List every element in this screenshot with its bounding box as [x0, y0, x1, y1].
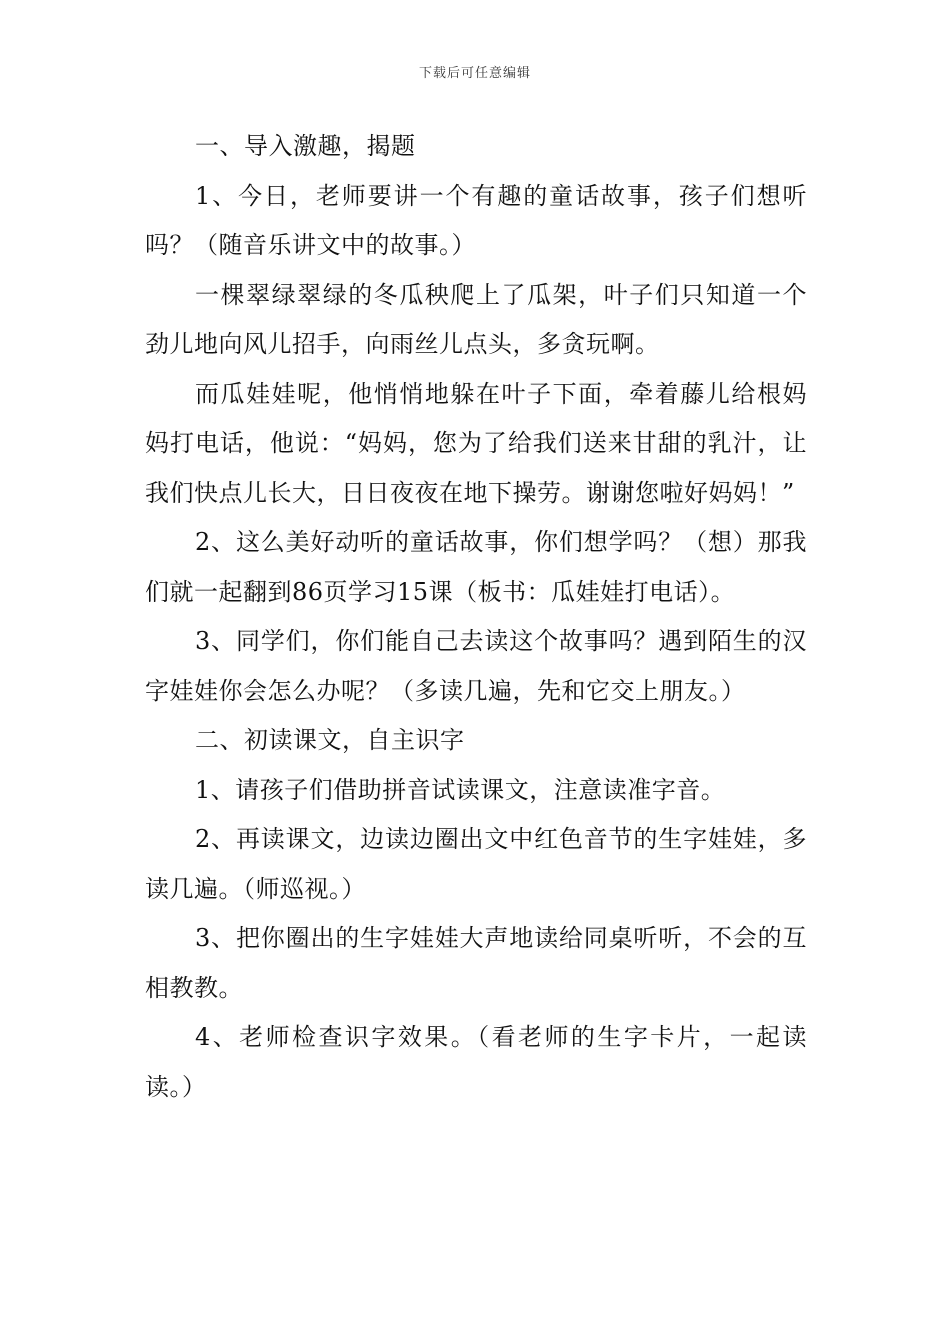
paragraph: 1、请孩子们借助拼音试读课文，注意读准字音。 — [195, 775, 726, 804]
paragraph: 1、今日，老师要讲一个有趣的童话故事，孩子们想听吗？（随音乐讲文中的故事。） — [145, 181, 807, 259]
section-heading-intro: 一、导入激趣，揭题 — [195, 132, 416, 160]
document-body — [145, 122, 807, 1112]
paragraph: 4、老师检查识字效果。（看老师的生字卡片，一起读读。） — [145, 1023, 807, 1101]
section-heading-reading: 二、初读课文，自主识字 — [195, 726, 465, 754]
paragraph: 2、再读课文，边读边圈出文中红色音节的生字娃娃，多读几遍。（师巡视。） — [145, 825, 807, 903]
paragraph: 3、把你圈出的生字娃娃大声地读给同桌听听，不会的互相教教。 — [145, 924, 807, 1002]
paragraph: 而瓜娃娃呢，他悄悄地躲在叶子下面，牵着藤儿给根妈妈打电话，他说：“妈妈，您为了给我们送来甘甜的乳汁，让我们快点儿长大，日日夜夜在地下操劳。谢谢您啦好妈妈！” — [145, 379, 807, 507]
page-header: 下载后可任意编辑 — [418, 66, 531, 81]
paragraph: 3、同学们，你们能自己去读这个故事吗？遇到陌生的汉字娃娃你会怎么办呢？（多读几遍，先和它交上朋友。） — [145, 627, 807, 705]
paragraph: 一棵翠绿翠绿的冬瓜秧爬上了瓜架，叶子们只知道一个劲儿地向风儿招手，向雨丝儿点头，多贪玩啊。 — [145, 280, 807, 358]
paragraph: 2、这么美好动听的童话故事，你们想学吗？（想）那我们就一起翻到86页学习15课（板书：瓜娃娃打电话）。 — [145, 528, 807, 606]
